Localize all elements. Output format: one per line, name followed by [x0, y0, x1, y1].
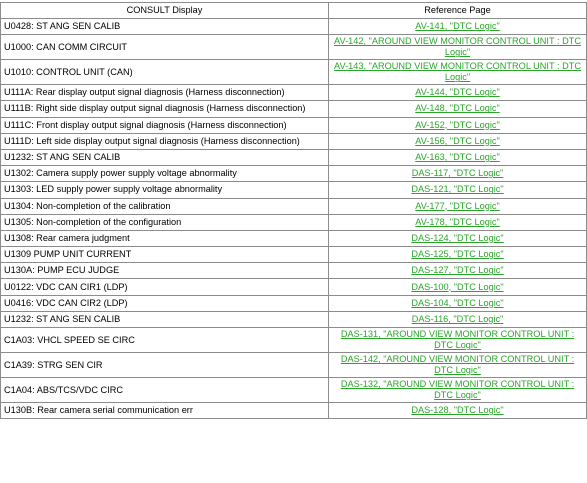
- table-row: [1, 295, 587, 311]
- table-row: [1, 19, 587, 35]
- reference-page-cell: [329, 149, 587, 165]
- reference-page-link[interactable]: AV-152, "DTC Logic": [415, 119, 500, 130]
- consult-display-cell: U1000: CAN COMM CIRCUIT: [1, 35, 329, 60]
- reference-page-link[interactable]: DAS-117, "DTC Logic": [411, 168, 504, 179]
- reference-page-link[interactable]: AV-142, "AROUND VIEW MONITOR CONTROL UNIT : DTC Logic": [334, 36, 581, 58]
- reference-page-link[interactable]: DAS-142, "AROUND VIEW MONITOR CONTROL UNIT : DTC Logic": [340, 354, 575, 375]
- table-row: [1, 328, 587, 353]
- reference-page-link[interactable]: AV-163, "DTC Logic": [415, 152, 500, 163]
- reference-page-cell: [329, 198, 587, 214]
- reference-page-cell: [329, 214, 587, 230]
- consult-display-cell: U111A: Rear display output signal diagnosis (Harness disconnection): [1, 85, 329, 101]
- table-row: [1, 378, 587, 403]
- reference-page-link[interactable]: DAS-128, "DTC Logic": [411, 405, 504, 416]
- reference-page-cell: [329, 295, 587, 311]
- table-row: [1, 182, 587, 198]
- reference-page-link[interactable]: AV-177, "DTC Logic": [415, 200, 500, 211]
- consult-display-cell: U111C: Front display output signal diagnosis (Harness disconnection): [1, 117, 329, 133]
- table-row: [1, 166, 587, 182]
- reference-page-link[interactable]: DAS-132, "AROUND VIEW MONITOR CONTROL UNIT : DTC Logic": [340, 379, 575, 400]
- reference-page-link[interactable]: AV-144, "DTC Logic": [415, 87, 500, 98]
- reference-page-cell: [329, 311, 587, 327]
- reference-page-cell: [329, 279, 587, 295]
- consult-display-cell: U1305: Non-completion of the configuration: [1, 214, 329, 230]
- reference-page-cell: [329, 263, 587, 279]
- table-row: [1, 85, 587, 101]
- consult-display-cell: U0122: VDC CAN CIR1 (LDP): [1, 279, 329, 295]
- consult-display-cell: C1A03: VHCL SPEED SE CIRC: [1, 328, 329, 353]
- consult-display-cell: U130B: Rear camera serial communication err: [1, 403, 329, 419]
- consult-display-cell: U1302: Camera supply power supply voltage abnormality: [1, 166, 329, 182]
- table-row: [1, 279, 587, 295]
- reference-page-link[interactable]: DAS-125, "DTC Logic": [411, 249, 504, 260]
- consult-display-cell: U1232: ST ANG SEN CALIB: [1, 149, 329, 165]
- consult-display-cell: U0416: VDC CAN CIR2 (LDP): [1, 295, 329, 311]
- table-body: [1, 19, 587, 419]
- consult-display-cell: C1A39: STRG SEN CIR: [1, 353, 329, 378]
- table-row: [1, 403, 587, 419]
- table-row: [1, 133, 587, 149]
- reference-page-cell: [329, 60, 587, 85]
- column-header-consult-display: CONSULT Display: [1, 3, 329, 19]
- reference-page-cell: [329, 133, 587, 149]
- consult-display-cell: U1304: Non-completion of the calibration: [1, 198, 329, 214]
- table-row: [1, 60, 587, 85]
- reference-page-cell: [329, 247, 587, 263]
- reference-page-link[interactable]: AV-178, "DTC Logic": [415, 216, 500, 227]
- dtc-reference-table: [0, 2, 587, 419]
- reference-page-cell: [329, 19, 587, 35]
- table-row: [1, 35, 587, 60]
- table-row: [1, 230, 587, 246]
- reference-page-cell: [329, 182, 587, 198]
- reference-page-link[interactable]: AV-156, "DTC Logic": [415, 135, 500, 146]
- reference-page-link[interactable]: DAS-104, "DTC Logic": [411, 297, 504, 308]
- reference-page-link[interactable]: DAS-127, "DTC Logic": [411, 265, 504, 276]
- consult-display-cell: U1303: LED supply power supply voltage abnormality: [1, 182, 329, 198]
- reference-page-cell: [329, 403, 587, 419]
- consult-display-cell: U111B: Right side display output signal diagnosis (Harness disconnection): [1, 101, 329, 117]
- table-row: [1, 117, 587, 133]
- reference-page-cell: [329, 117, 587, 133]
- table-row: [1, 214, 587, 230]
- column-header-reference-page: Reference Page: [329, 3, 587, 19]
- table-row: [1, 101, 587, 117]
- table-row: [1, 311, 587, 327]
- reference-page-cell: [329, 85, 587, 101]
- consult-display-cell: U1010: CONTROL UNIT (CAN): [1, 60, 329, 85]
- table-row: [1, 353, 587, 378]
- reference-page-cell: [329, 230, 587, 246]
- consult-display-cell: C1A04: ABS/TCS/VDC CIRC: [1, 378, 329, 403]
- table-row: [1, 198, 587, 214]
- reference-page-cell: [329, 353, 587, 378]
- consult-display-cell: U1309 PUMP UNIT CURRENT: [1, 247, 329, 263]
- reference-page-link[interactable]: DAS-121, "DTC Logic": [411, 184, 504, 195]
- reference-page-cell: [329, 35, 587, 60]
- table-header-row: [1, 3, 587, 19]
- reference-page-link[interactable]: DAS-124, "DTC Logic": [411, 232, 504, 243]
- reference-page-cell: [329, 166, 587, 182]
- table-row: [1, 247, 587, 263]
- consult-display-cell: U130A: PUMP ECU JUDGE: [1, 263, 329, 279]
- consult-display-cell: U1308: Rear camera judgment: [1, 230, 329, 246]
- consult-display-cell: U111D: Left side display output signal diagnosis (Harness disconnection): [1, 133, 329, 149]
- reference-page-cell: [329, 328, 587, 353]
- table-row: [1, 263, 587, 279]
- reference-page-link[interactable]: AV-148, "DTC Logic": [415, 103, 500, 114]
- reference-page-link[interactable]: DAS-131, "AROUND VIEW MONITOR CONTROL UNIT : DTC Logic": [340, 329, 575, 350]
- reference-page-link[interactable]: AV-143, "AROUND VIEW MONITOR CONTROL UNIT : DTC Logic": [334, 61, 581, 83]
- reference-page-cell: [329, 101, 587, 117]
- reference-page-link[interactable]: AV-141, "DTC Logic": [415, 21, 500, 32]
- reference-page-cell: [329, 378, 587, 403]
- reference-page-link[interactable]: DAS-100, "DTC Logic": [411, 281, 504, 292]
- table-row: [1, 149, 587, 165]
- reference-page-link[interactable]: DAS-116, "DTC Logic": [411, 313, 504, 324]
- consult-display-cell: U0428: ST ANG SEN CALIB: [1, 19, 329, 35]
- consult-display-cell: U1232: ST ANG SEN CALIB: [1, 311, 329, 327]
